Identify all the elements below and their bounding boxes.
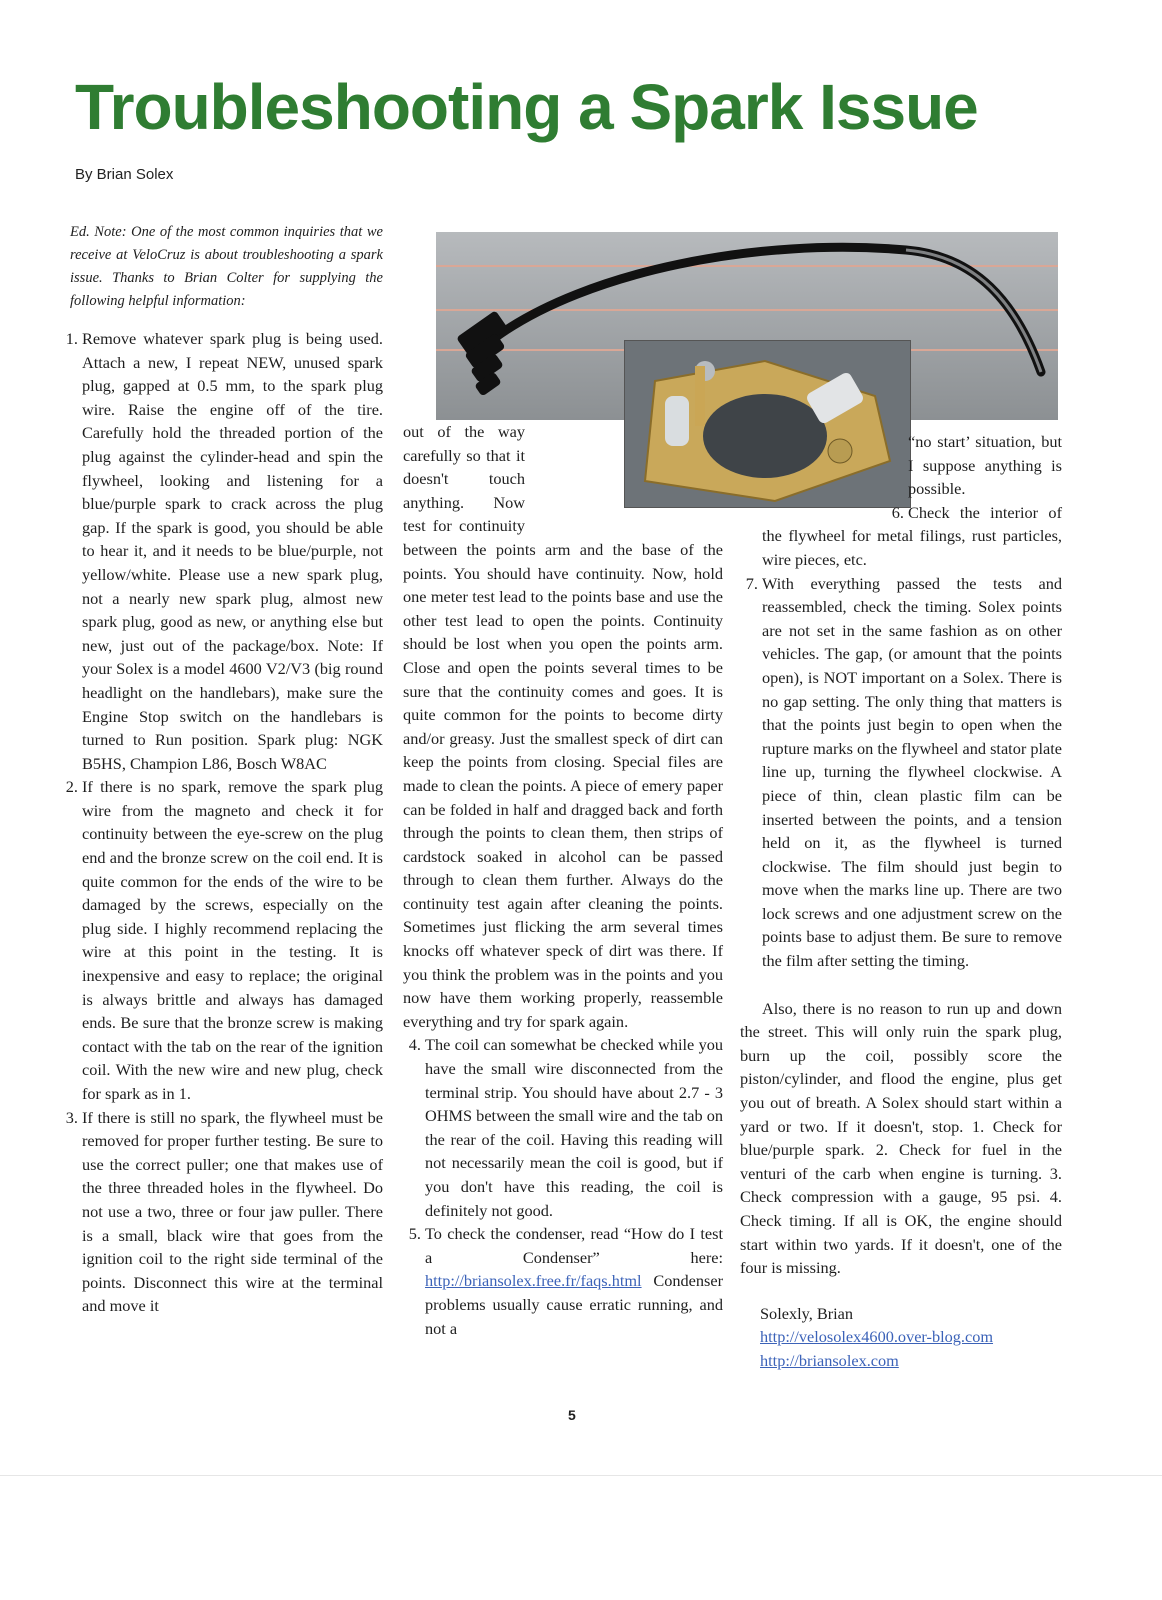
page-number: 5 bbox=[568, 1407, 576, 1423]
page-edge-rule bbox=[0, 1475, 1162, 1476]
blog-link[interactable]: http://velosolex4600.over-blog.com bbox=[760, 1327, 994, 1347]
inset-spacer bbox=[533, 420, 723, 517]
step-4: 4. The coil can somewhat be checked while you have the small wire disconnected from the terminal strip. You should have about 2.7 - 3 OHMS between the small wire and the tab on the rear of the coil. Having this reading will not necessarily mean the coil is good, but if you don't have this reading, the coil is definitely not good. bbox=[425, 1033, 723, 1222]
step-5-continued: “no start’ situation, but I suppose anything is possible. bbox=[908, 432, 1062, 499]
faq-link[interactable]: http://briansolex.free.fr/faqs.html bbox=[425, 1271, 642, 1291]
column-3 bbox=[740, 430, 1062, 1373]
inset-spacer-right bbox=[740, 430, 902, 514]
step-5-text-end: Condenser problems usually cause erratic running, and not a bbox=[425, 1271, 723, 1338]
article-title: Troubleshooting a Spark Issue bbox=[75, 71, 978, 143]
step-5-text: To check the condenser, read “How do I test a Condenser” here: bbox=[425, 1224, 723, 1267]
step-3-continued: out of the way carefully so that it doesn't touch anything. Now test for continuity between the points arm and the base of the points. You should have continuity. Now, hold one meter test lead to the points base and use the other test lead to open the points. Continuity should be lost when you open the points arm. Close and open the points several times to be sure that the continuity comes and goes. It is quite common for the points to become dirty and/or greasy. Just the smallest speck of dirt can keep the points from closing. Special files are made to clean the points. A piece of emery paper can be folded in half and dragged back and forth through the points to clean them, then strips of cardstock soaked in alcohol can be passed through to clean them further. Always do the continuity test again after cleaning the points. Sometimes just flicking the arm several times knocks off whatever speck of dirt was there. If you think the problem was in the points and you now have them working properly, reassemble everything and try for spark again. bbox=[403, 422, 723, 1031]
step-7: 7. With everything passed the tests and reassembled, check the timing. Solex points are not set in the same fashion as on other vehicles. The gap, (or amount that the points open), is NOT important on a Solex. There is no gap setting. The only thing that matters is that the points just begin to open when the rupture marks on the flywheel and stator plate line up, turning the flywheel clockwise. A piece of thin, clean plastic film can be inserted between the points, and a tension held on it, as the flywheel is turned clockwise. The film should just begin to move when the marks line up. There are two lock screws and one adjustment screw on the points base to adjust them. Be sure to remove the film after setting the timing. bbox=[762, 572, 1062, 973]
step-5 bbox=[425, 1222, 723, 1340]
column-1 bbox=[60, 327, 383, 1318]
byline: By Brian Solex bbox=[75, 166, 174, 183]
editors-note: Ed. Note: One of the most common inquiries that we receive at VeloCruz is about troubleshooting a spark issue. Thanks to Brian Colter for supplying the following helpful information: bbox=[70, 224, 383, 309]
step-6: 6. Check the interior of the flywheel for metal filings, rust particles, wire pieces, etc. bbox=[762, 501, 1062, 572]
step-3: 3. If there is still no spark, the flywheel must be removed for proper further testing. Be sure to use the correct puller; one that makes use of the three threaded holes in the flywheel. Do not use a two, three or four jaw puller. There is a small, black wire that goes from the ignition coil to the right side terminal of the points. Disconnect this wire at the terminal and move it bbox=[82, 1106, 383, 1318]
step-2: 2. If there is no spark, remove the spark plug wire from the magneto and check it for continuity between the eye-screw on the plug end and the bronze screw on the coil end. It is quite common for the ends of the wire to be damaged by the screws, especially on the plug side. I highly recommend replacing the wire at this point in the testing. It is inexpensive and easy to replace; the original is always brittle and always has damaged ends. Be sure that the bronze screw is making contact with the tab on the rear of the ignition coil. With the new wire and new plug, check for spark as in 1. bbox=[82, 775, 383, 1105]
step-1: 1. Remove whatever spark plug is being used. Attach a new, I repeat NEW, unused spark plug, gapped at 0.5 mm, to the spark plug wire. Raise the engine off of the tire. Carefully hold the threaded portion of the plug against the cylinder-head and spin the flywheel, looking and listening for a blue/purple spark to crack across the plug gap. If the spark is good, you should be able to hear it, and it needs to be blue/purple, not yellow/white. Please use a new spark plug, not a nearly new spark plug, almost new spark plug, good as new, or anything else but new, just out of the package/box. Note: If your Solex is a model 4600 V2/V3 (big round headlight on the handlebars), make sure the Engine Stop switch on the handlebars is turned to Run position. Spark plug: NGK B5HS, Champion L86, Bosch W8AC bbox=[82, 327, 383, 775]
signoff: Solexly, Brian bbox=[760, 1303, 854, 1323]
site-link[interactable]: http://briansolex.com bbox=[760, 1350, 899, 1370]
column-2 bbox=[403, 420, 723, 1340]
closing-paragraph: Also, there is no reason to run up and down the street. This will only ruin the spark plug, burn up the coil, possibly score the piston/cylinder, and flood the engine, plus get you out of breath. A Solex should start within a yard or two. If it doesn't, stop. 1. Check for blue/purple spark. 2. Check for fuel in the venturi of the carb when engine is turning. 3. Check compression with a gauge, 95 psi. 4. Check timing. If all is OK, the engine should start within two yards. If it doesn't, one of the four is missing. bbox=[740, 998, 1062, 1278]
signature-block bbox=[740, 1302, 1062, 1373]
